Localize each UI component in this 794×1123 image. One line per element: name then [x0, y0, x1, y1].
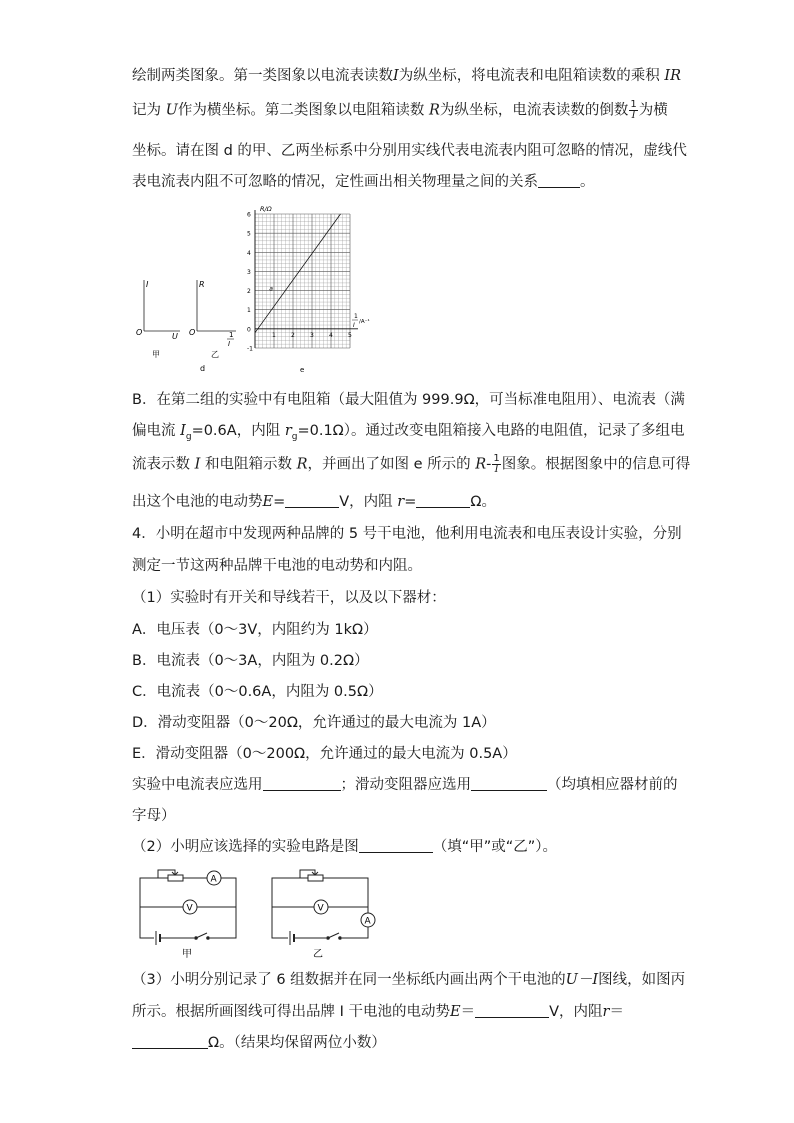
text-line: [132, 837, 557, 857]
label-jia: 甲: [182, 949, 192, 960]
text-line: [132, 390, 685, 410]
text: =: [404, 494, 417, 510]
fraction-1-over-I: [629, 100, 637, 121]
text-line: [132, 588, 446, 608]
frac-num: 1: [493, 453, 500, 464]
var-I: I: [194, 456, 201, 473]
var-r: r: [397, 494, 405, 510]
frac-den: I: [228, 340, 231, 348]
circuit-diagrams: [130, 865, 380, 960]
x-tick-label: 4: [329, 331, 333, 339]
text: E．滑动变阻器（0～200Ω，允许通过的最大电流为 0.5A）: [132, 746, 517, 762]
text-line: [132, 66, 681, 86]
ammeter-label: A: [210, 874, 217, 885]
text: 作为横坐标。第二类图象以电阻箱读数: [177, 102, 425, 119]
label-R: R: [199, 280, 205, 289]
text-line: [132, 454, 690, 475]
voltmeter-label: V: [186, 903, 193, 914]
text: 流表示数: [132, 456, 190, 473]
curve-label: a: [269, 285, 273, 293]
frac-den: I: [631, 110, 636, 121]
voltmeter-label: V: [317, 903, 324, 914]
x-frac-num: 1: [354, 313, 358, 320]
text: （均填相应器材前的: [547, 777, 678, 793]
ammeter-label: A: [364, 916, 371, 927]
answer-blank-ammeter[interactable]: [263, 776, 341, 791]
text: Ω。: [470, 494, 496, 510]
text: C．电流表（0～0.6A，内阻为 0.5Ω）: [132, 684, 383, 700]
text: 实验中电流表应选用: [132, 777, 263, 793]
y-tick-label: 0: [247, 326, 251, 334]
text-line: [132, 970, 685, 990]
option-e: [132, 744, 517, 764]
text: 偏电流: [132, 423, 176, 439]
text: 为横: [638, 102, 668, 119]
label-yi: 乙: [211, 350, 219, 359]
fraction-1-over-I: [492, 454, 500, 475]
text-line: [132, 492, 496, 512]
y-tick-label: 6: [247, 211, 251, 219]
rheostat-icon: [308, 875, 323, 881]
text: 测定一节这两种品牌干电池的电动势和内阻。: [132, 558, 422, 574]
y-axis-label: R/Ω: [260, 205, 272, 213]
text: B．在第二组的实验中有电阻箱（最大阻值为 999.9Ω，可当标准电阻用）、电流表（满: [132, 392, 685, 408]
var-U: U: [165, 102, 178, 119]
x-tick-label: 5: [348, 331, 352, 339]
frac-den: I: [494, 464, 499, 475]
text: ，并画出了如图 e 所示的: [307, 456, 471, 473]
var-E: E: [450, 1004, 461, 1020]
y-tick-label: 2: [247, 288, 251, 296]
text: ＝: [609, 1004, 624, 1020]
text: 绘制两类图象。第一类图象以电流表读数: [132, 68, 393, 84]
text: 所示。根据所画图线可得出品牌 I 干电池的电动势: [132, 1004, 450, 1020]
var-r: r: [602, 1004, 610, 1020]
y-tick-label: -1: [247, 345, 253, 353]
text: V，内阻: [339, 494, 393, 510]
text-line: [132, 775, 678, 795]
label-U: U: [172, 332, 178, 341]
var-R: R: [428, 102, 440, 119]
text: 图线，如图丙: [598, 972, 686, 988]
text: V，内阻: [549, 1004, 603, 1020]
text: ；滑动变阻器应选用: [340, 777, 471, 793]
text-line: [132, 141, 687, 161]
y-tick-label: 5: [247, 230, 251, 238]
text: 坐标。请在图 d 的甲、乙两坐标系中分别用实线代表电流表内阻可忽略的情况，虚线代: [132, 143, 687, 159]
rheostat-icon: [168, 875, 183, 881]
frac-num: 1: [229, 331, 234, 339]
option-b: [132, 651, 369, 671]
text: 。: [580, 174, 595, 190]
label-jia: 甲: [152, 350, 160, 359]
x-tick-label: 3: [310, 331, 314, 339]
x-frac-den: I: [353, 322, 355, 329]
answer-blank-resistance[interactable]: [416, 493, 470, 508]
text-line: [132, 524, 682, 544]
text-line: [132, 172, 595, 192]
y-tick-label: 1: [247, 307, 251, 315]
text: 出这个电池的电动势: [132, 494, 263, 510]
text: （1）实验时有开关和导线若干，以及以下器材：: [132, 590, 446, 606]
y-tick-label: 3: [247, 268, 251, 276]
figure-d: [130, 275, 245, 375]
text: Ω。（结果均保留两位小数）: [208, 1035, 386, 1051]
text: ＝: [460, 1004, 476, 1020]
text-line: [132, 421, 685, 447]
var-I: I: [393, 68, 399, 84]
option-a: [132, 620, 378, 640]
text: 记为: [132, 102, 161, 119]
var-R: R: [296, 456, 308, 473]
var-I: I: [180, 423, 186, 439]
data-line: [255, 214, 341, 333]
answer-blank-emf[interactable]: [475, 1003, 549, 1018]
x-axis-label: /A⁻¹: [359, 319, 370, 325]
figure-e: [240, 200, 370, 375]
text: 为纵坐标，电流表读数的倒数: [439, 102, 629, 119]
text-line: [132, 556, 422, 576]
text-line: [132, 1033, 386, 1053]
answer-blank-rheostat[interactable]: [471, 776, 547, 791]
text: 字母）: [132, 808, 176, 824]
var-r: r: [284, 423, 292, 439]
text: 为纵坐标，将电流表和电阻箱读数的乘积: [398, 68, 660, 84]
subscript: g: [291, 431, 298, 442]
text: （2）小明应该选择的实验电路是图: [132, 839, 359, 855]
var-UI: U－I: [565, 972, 599, 988]
text: 4．小明在超市中发现两种品牌的 5 号干电池，他利用电流表和电压表设计实验，分别: [132, 526, 682, 542]
text-line: [132, 100, 668, 121]
text: 图象。根据图象中的信息可得: [501, 456, 691, 473]
text-line: [132, 806, 176, 826]
text: 表电流表内阻不可忽略的情况，定性画出相关物理量之间的关系: [132, 174, 538, 190]
x-tick-label: 1: [272, 331, 276, 339]
text: 和电阻箱示数: [204, 456, 292, 473]
origin-label: O: [189, 328, 196, 337]
text: B．电流表（0～3A，内阻为 0.2Ω）: [132, 653, 369, 669]
var-E: E: [262, 494, 274, 510]
subscript: g: [185, 431, 192, 442]
option-d: [132, 713, 496, 733]
label-yi: 乙: [313, 949, 323, 960]
frac-num: 1: [630, 99, 637, 110]
caption-e: e: [300, 366, 305, 374]
text: （填“甲”或“乙”）。: [432, 839, 558, 855]
text-line: [132, 1002, 624, 1022]
text: =0.6A，内阻: [191, 423, 281, 439]
answer-blank-resistance[interactable]: [132, 1034, 208, 1049]
text: D．滑动变阻器（0～20Ω，允许通过的最大电流为 1A）: [132, 715, 496, 731]
caption-d: d: [200, 364, 206, 373]
answer-blank[interactable]: [538, 173, 580, 188]
y-tick-label: 4: [247, 249, 251, 257]
text: -: [486, 456, 492, 473]
var-IR: IR: [664, 68, 681, 84]
answer-blank-emf[interactable]: [285, 493, 339, 508]
text: （3）小明分别记录了 6 组数据并在同一坐标纸内画出两个干电池的: [132, 972, 566, 988]
text: =0.1Ω）。通过改变电阻箱接入电路的电阻值，记录了多组电: [297, 423, 685, 439]
x-tick-label: 2: [291, 331, 295, 339]
origin-label: O: [136, 328, 143, 337]
text: A．电压表（0～3V，内阻约为 1kΩ）: [132, 622, 378, 638]
text: =: [273, 494, 286, 510]
answer-blank-circuit[interactable]: [359, 838, 433, 853]
var-R: R: [475, 456, 487, 473]
label-I: I: [146, 280, 149, 289]
option-c: [132, 682, 383, 702]
